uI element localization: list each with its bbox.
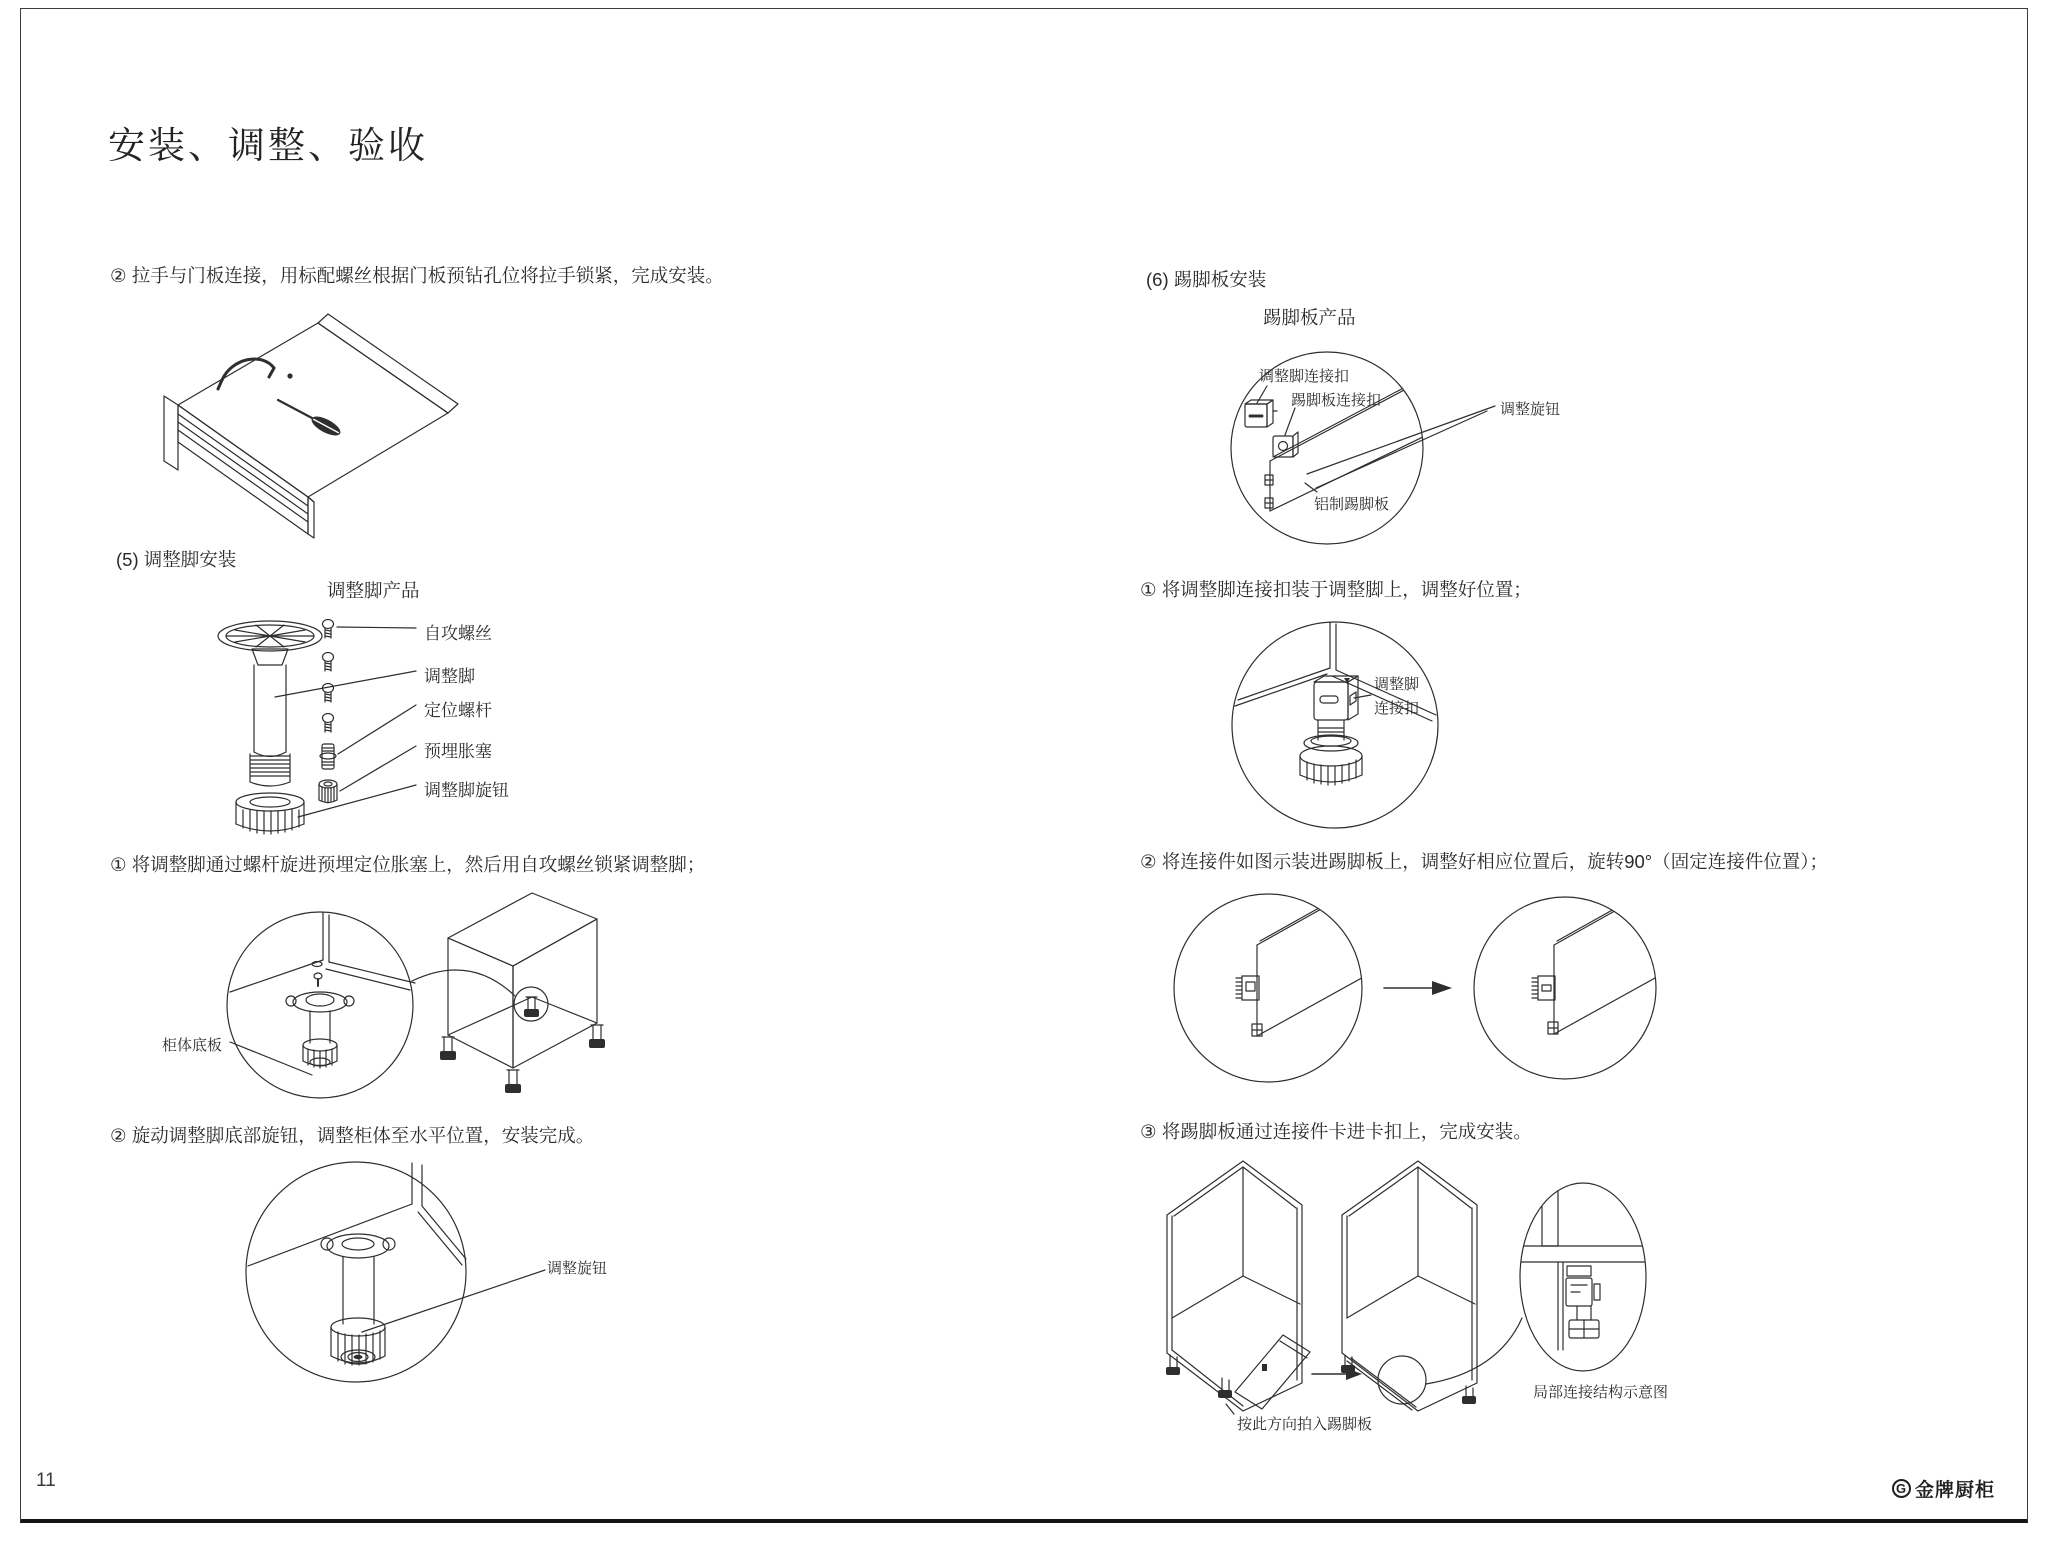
fig-label-foot-clip: 调整脚连接扣 <box>1259 368 1350 385</box>
page-title: 安装、调整、验收 <box>108 125 428 166</box>
left-step1-text: ① 将调整脚通过螺杆旋进预埋定位胀塞上，然后用自攻螺丝锁紧调整脚； <box>110 854 706 875</box>
fig-label-adjust-knob-right: 调整旋钮 <box>1500 401 1561 418</box>
detail-circle-clip-on-foot <box>1232 622 1438 828</box>
cabinet-foot-1 <box>440 1037 456 1060</box>
kickboard-install-figure <box>1150 1158 1850 1420</box>
clip-on-foot-figure <box>1230 618 1560 833</box>
circle-after-outline <box>1474 897 1656 1079</box>
fig-label-detail: 局部连接结构示意图 <box>1533 1384 1669 1401</box>
cabinet-with-feet <box>412 893 605 1093</box>
section6-heading: (6) 踢脚板安装 <box>1146 269 1267 290</box>
right-step1-text: ① 将调整脚连接扣装于调整脚上，调整好位置； <box>1140 579 1532 600</box>
knob-adjust-figure <box>200 1160 650 1450</box>
part-label-screw: 自攻螺丝 <box>424 624 492 643</box>
foot-knob <box>236 793 304 834</box>
panel-before-rotation <box>1236 899 1367 1036</box>
arrow <box>1384 981 1452 995</box>
cabinet-foot-2 <box>505 1070 521 1093</box>
door-panel-handle-figure <box>140 310 490 550</box>
fig-label-cabinet-bottom: 柜体底板 <box>162 1037 223 1054</box>
foot-install-figure <box>120 885 620 1143</box>
cabinet-foot-zoomed <box>514 987 548 1021</box>
cabinet-foot-3 <box>589 1025 605 1048</box>
clip-rotation-figure <box>1172 890 1732 1090</box>
fig-label-foot-clip-line1: 调整脚 <box>1374 676 1420 693</box>
cabinet-after <box>1341 1161 1477 1411</box>
handle-drawing <box>218 359 293 389</box>
detail-connector-curve <box>1426 1318 1522 1384</box>
foot-body <box>250 665 290 786</box>
fig-label-foot-clip-line2: 连接扣 <box>1374 700 1420 717</box>
door-panel-drawing <box>164 314 458 538</box>
cabinet-before <box>1166 1161 1310 1414</box>
brand-g-icon: G <box>1892 1479 1911 1498</box>
screwdriver-drawing <box>278 400 343 439</box>
section5-heading: (5) 调整脚安装 <box>116 549 237 570</box>
detail-ellipse <box>1520 1183 1650 1371</box>
part-label-plug: 预埋胀塞 <box>424 742 492 761</box>
detail-circle-knob <box>246 1162 545 1382</box>
self-tapping-screws <box>323 620 334 733</box>
right-product-title: 踢脚板产品 <box>1263 307 1356 328</box>
leader-lines <box>275 627 416 817</box>
foot-connector-clip <box>1314 676 1358 720</box>
part-label-foot: 调整脚 <box>424 667 475 686</box>
expansion-plug <box>319 780 337 803</box>
adjustable-foot-product-figure <box>180 612 590 852</box>
circle-before-outline <box>1174 894 1362 1082</box>
fig-label-adjust-knob-left: 调整旋钮 <box>547 1260 608 1277</box>
detail-circle-foot-under-cabinet <box>227 912 415 1098</box>
foot-top-wheel <box>218 621 322 665</box>
fig-label-direction: 按此方向拍入踢脚板 <box>1237 1416 1373 1433</box>
part-label-rod: 定位螺杆 <box>424 701 492 720</box>
page-number: 11 <box>36 1470 56 1491</box>
fig-label-panel-clip: 踢脚板连接扣 <box>1291 392 1382 409</box>
left-step-handle-text: ② 拉手与门板连接，用标配螺丝根据门板预钻孔位将拉手锁紧，完成安装。 <box>110 265 724 286</box>
left-step2-text: ② 旋动调整脚底部旋钮，调整柜体至水平位置，安装完成。 <box>110 1125 595 1146</box>
right-step2-text: ② 将连接件如图示装进踢脚板上，调整好相应位置后，旋转90°（固定连接件位置）； <box>1140 851 1828 872</box>
foot-lower-part <box>1300 720 1362 785</box>
positioning-rod <box>320 744 336 769</box>
brand-name: 金牌厨柜 <box>1915 1480 1996 1501</box>
brand-logo <box>1892 1475 1995 1502</box>
left-product-title: 调整脚产品 <box>327 580 420 601</box>
right-step3-text: ③ 将踢脚板通过连接件卡进卡扣上，完成安装。 <box>1140 1121 1532 1142</box>
part-label-knob: 调整脚旋钮 <box>424 781 509 800</box>
panel-after-rotation <box>1532 899 1664 1034</box>
fig-label-aluminum-panel: 铝制踢脚板 <box>1314 496 1390 513</box>
foot-clip-part <box>1245 400 1277 427</box>
